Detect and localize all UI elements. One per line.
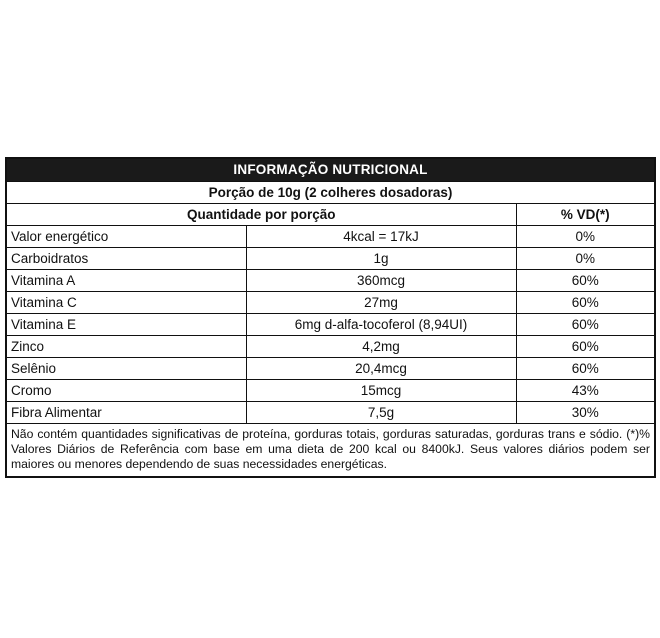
table-row — [6, 336, 655, 358]
nutrition-facts-table — [5, 157, 656, 478]
title-row — [6, 158, 655, 182]
nutrient-name: Fibra Alimentar — [6, 402, 246, 424]
nutrient-dv: 60% — [516, 292, 655, 314]
nutrient-dv: 0% — [516, 226, 655, 248]
table-row — [6, 358, 655, 380]
table-row — [6, 380, 655, 402]
nutrient-dv: 60% — [516, 270, 655, 292]
nutrient-amount: 1g — [246, 248, 516, 270]
nutrient-name: Zinco — [6, 336, 246, 358]
nutrient-amount: 20,4mcg — [246, 358, 516, 380]
table-title: INFORMAÇÃO NUTRICIONAL — [6, 158, 655, 182]
nutrient-amount: 360mcg — [246, 270, 516, 292]
nutrient-amount: 27mg — [246, 292, 516, 314]
nutrient-name: Vitamina A — [6, 270, 246, 292]
nutrient-amount: 4,2mg — [246, 336, 516, 358]
table-row — [6, 292, 655, 314]
table-row — [6, 314, 655, 336]
nutrient-name: Valor energético — [6, 226, 246, 248]
nutrient-name: Carboidratos — [6, 248, 246, 270]
nutrient-name: Selênio — [6, 358, 246, 380]
table-row — [6, 402, 655, 424]
serving-row — [6, 182, 655, 204]
footnote: Não contém quantidades significativas de proteína, gorduras totais, gorduras saturadas, gorduras trans e sódio. (*)% Valores Diários de Referência com base em uma dieta de 200 kcal ou 8400kJ. Seus valores diários podem ser maiores ou menores dependendo de suas necessidades energéticas. — [6, 424, 655, 478]
nutrient-dv: 43% — [516, 380, 655, 402]
table-row — [6, 226, 655, 248]
nutrient-name: Vitamina E — [6, 314, 246, 336]
quantity-header: Quantidade por porção — [6, 204, 516, 226]
nutrient-dv: 30% — [516, 402, 655, 424]
table-row — [6, 248, 655, 270]
nutrient-dv: 0% — [516, 248, 655, 270]
nutrient-dv: 60% — [516, 314, 655, 336]
nutrient-name: Cromo — [6, 380, 246, 402]
nutrient-amount: 15mcg — [246, 380, 516, 402]
nutrient-amount: 7,5g — [246, 402, 516, 424]
nutrient-amount: 6mg d-alfa-tocoferol (8,94UI) — [246, 314, 516, 336]
dv-header: % VD(*) — [516, 204, 655, 226]
nutrient-dv: 60% — [516, 358, 655, 380]
nutrient-amount: 4kcal = 17kJ — [246, 226, 516, 248]
nutrient-name: Vitamina C — [6, 292, 246, 314]
table-row — [6, 270, 655, 292]
serving-size: Porção de 10g (2 colheres dosadoras) — [6, 182, 655, 204]
footnote-row — [6, 424, 655, 478]
nutrient-dv: 60% — [516, 336, 655, 358]
column-header-row — [6, 204, 655, 226]
